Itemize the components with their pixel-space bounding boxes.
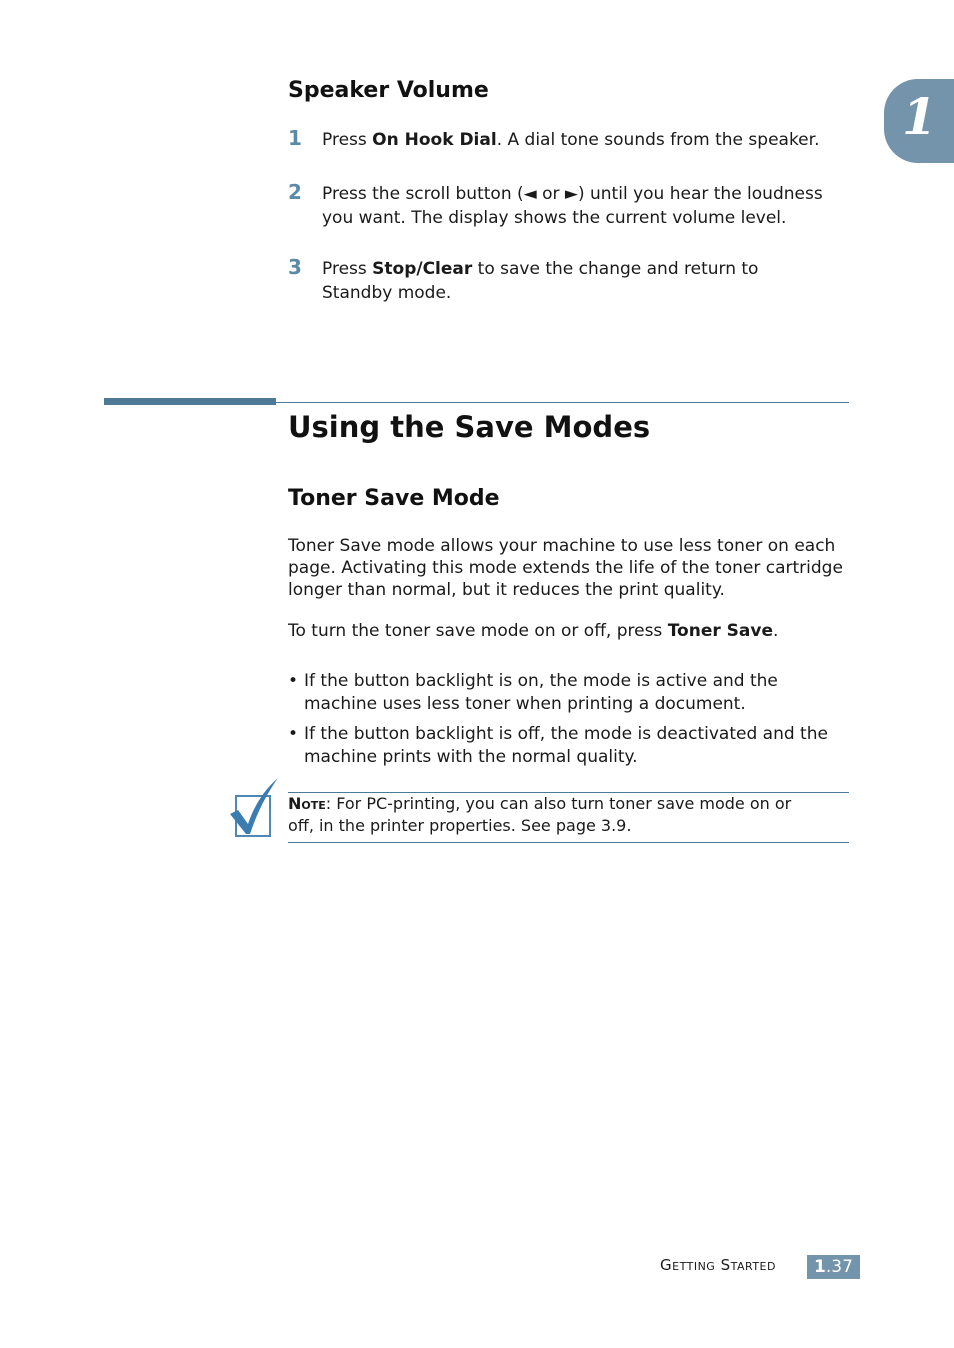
step-number-1: 1 xyxy=(288,126,302,150)
stop-clear-label: Stop/Clear xyxy=(372,259,473,279)
checkmark-icon xyxy=(226,776,280,840)
step-text-3: Press Stop/Clear to save the change and return to Standby mode. xyxy=(322,259,759,303)
step-number-3: 3 xyxy=(288,255,302,279)
step-text-2: Press the scroll button (◄ or ►) until you hear the loudness you want. The display shows the current volume level. xyxy=(322,184,823,228)
toner-save-description: Toner Save mode allows your machine to use less toner on each page. Activating this mode extends the life of the toner cartridge longer than normal, but it reduces the print quality. xyxy=(288,536,843,600)
toner-save-mode-heading: Toner Save Mode xyxy=(288,486,500,511)
note-rule-bottom xyxy=(288,842,849,843)
bullet-dot: • xyxy=(288,671,299,691)
bullet-item-1: • If the button backlight is on, the mode is active and the machine uses less toner when printing a document. xyxy=(288,671,778,714)
chapter-tab-number: 1 xyxy=(902,87,937,146)
section-rule-thin xyxy=(276,402,849,403)
on-hook-dial-label: On Hook Dial xyxy=(372,130,497,150)
step-text-1: Press On Hook Dial. A dial tone sounds from the speaker. xyxy=(322,130,820,150)
footer-page-number: 1.37 xyxy=(807,1255,860,1279)
bullet-dot: • xyxy=(288,724,299,744)
note-text: Note: For PC-printing, you can also turn toner save mode on or off, in the printer properties. See page 3.9. xyxy=(288,794,792,835)
bullet-item-2: • If the button backlight is off, the mode is deactivated and the machine prints with the normal quality. xyxy=(288,724,828,767)
footer-chapter-label: Getting Started xyxy=(660,1256,776,1274)
toner-save-instruction: To turn the toner save mode on or off, press Toner Save. xyxy=(288,621,779,641)
note-label: Note xyxy=(288,794,326,813)
chapter-tab xyxy=(884,79,954,163)
speaker-volume-heading: Speaker Volume xyxy=(288,78,489,103)
section-title: Using the Save Modes xyxy=(288,410,651,444)
step-number-2: 2 xyxy=(288,180,302,204)
section-rule-thick xyxy=(104,398,276,405)
toner-save-label: Toner Save xyxy=(667,621,773,641)
